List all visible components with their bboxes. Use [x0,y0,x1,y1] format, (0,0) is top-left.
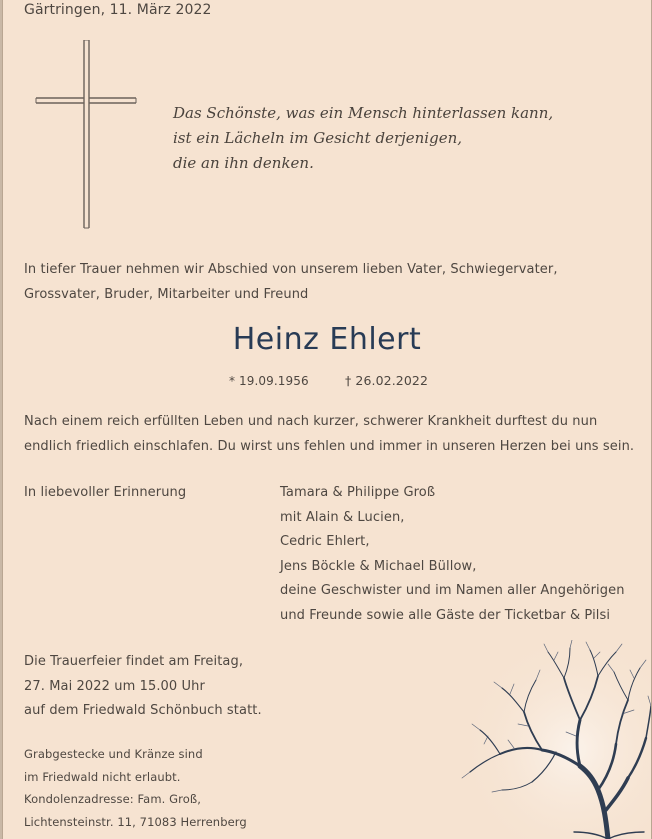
remembrance-label: In liebevoller Erinnerung [24,485,187,500]
mourner-line: mit Alain & Lucien, [280,509,405,525]
mourner-line: Cedric Ehlert, [280,534,370,549]
service-line: 27. Mai 2022 um 15.00 Uhr [24,678,205,694]
note-line: im Friedwald nicht erlaubt. [24,769,181,784]
service-line: Die Trauerfeier findet am Freitag, [24,654,244,669]
funeral-service-info [24,650,262,724]
place-date: Gärtringen, 11. März 2022 [24,2,212,18]
service-line: auf dem Friedwald Schönbuch statt. [24,703,262,718]
quote-line: die an ihn denken. [173,154,314,172]
note-line: Grabgestecke und Kränze sind [24,747,203,761]
cross-icon [33,40,143,230]
mourner-line: Tamara & Philippe Groß [280,485,436,500]
obituary-page [2,0,652,839]
message-line: Nach einem reich erfüllten Leben und nach kurzer, schwerer Krankheit durftest du nun [24,414,598,429]
quote-line: Das Schönste, was ein Mensch hinterlassen kann, [173,104,554,122]
intro-line: In tiefer Trauer nehmen wir Abschied von unserem lieben Vater, Schwiegervater, [24,262,558,277]
memorial-quote [173,101,553,176]
note-line: Kondolenzadresse: Fam. Groß, [24,792,201,806]
quote-line: ist ein Lächeln im Gesicht derjenigen, [173,129,463,147]
message-line: endlich friedlich einschlafen. Du wirst uns fehlen und immer in unseren Herzen bei uns sein. [24,438,635,454]
mourner-line: Jens Böckle & Michael Büllow, [280,558,477,574]
birth-date: * 19.09.1956 [229,374,309,388]
deceased-name: Heinz Ehlert [232,322,422,357]
intro-line: Grossvater, Bruder, Mitarbeiter und Freund [24,286,309,302]
death-date: † 26.02.2022 [345,373,428,388]
farewell-message [24,410,634,459]
mourner-line: und Freunde sowie alle Gäste der Ticketbar & Pilsi [280,607,611,623]
mourner-line: deine Geschwister und im Namen aller Angehörigen [280,583,625,598]
condolence-notes [24,743,247,833]
mourners-list [280,481,625,628]
intro-text [24,258,558,307]
tree-icon [458,640,651,839]
note-line: Lichtensteinstr. 11, 71083 Herrenberg [24,814,247,829]
